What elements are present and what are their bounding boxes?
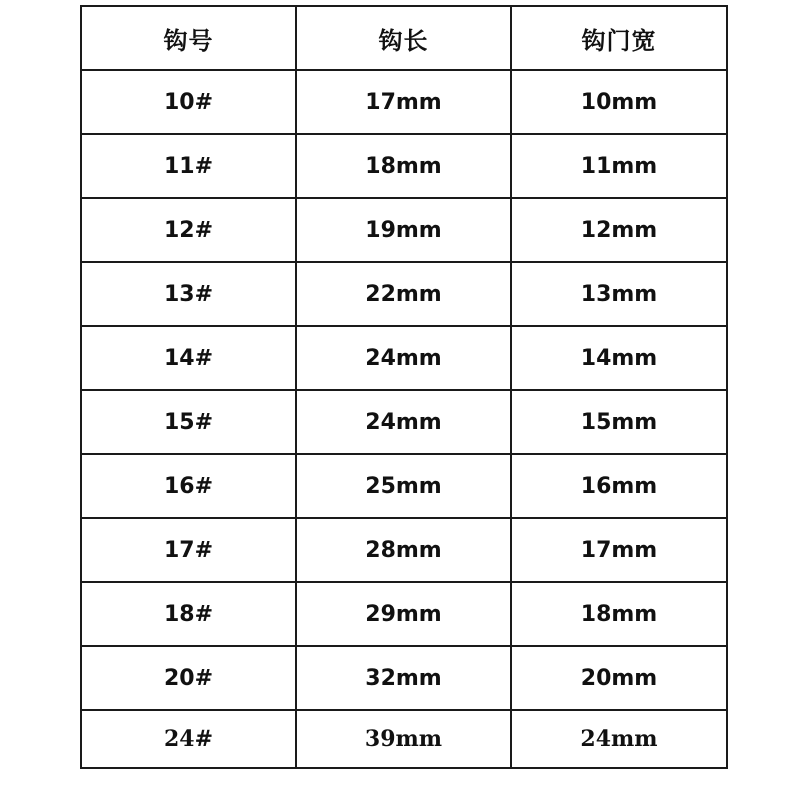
header-hook-gap-width: 钩门宽	[511, 6, 727, 70]
table-row	[81, 262, 727, 326]
cell-hook-gap-width: 10mm	[511, 70, 727, 134]
table-row	[81, 582, 727, 646]
cell-hook-number: 18#	[81, 582, 296, 646]
header-hook-length: 钩长	[296, 6, 511, 70]
cell-hook-length: 32mm	[296, 646, 511, 710]
cell-hook-gap-width: 20mm	[511, 646, 727, 710]
cell-hook-gap-width: 11mm	[511, 134, 727, 198]
cell-hook-number: 15#	[81, 390, 296, 454]
table-header	[81, 6, 727, 70]
cell-hook-gap-width: 24mm	[511, 710, 727, 768]
table-row	[81, 326, 727, 390]
hook-size-table	[80, 5, 728, 769]
header-row	[81, 6, 727, 70]
table-row	[81, 646, 727, 710]
cell-hook-gap-width: 13mm	[511, 262, 727, 326]
cell-hook-length: 22mm	[296, 262, 511, 326]
cell-hook-number: 24#	[81, 710, 296, 768]
table-row	[81, 198, 727, 262]
cell-hook-length: 24mm	[296, 326, 511, 390]
cell-hook-gap-width: 14mm	[511, 326, 727, 390]
cell-hook-gap-width: 12mm	[511, 198, 727, 262]
cell-hook-number: 13#	[81, 262, 296, 326]
cell-hook-number: 12#	[81, 198, 296, 262]
table-row	[81, 454, 727, 518]
cell-hook-number: 17#	[81, 518, 296, 582]
table-row	[81, 134, 727, 198]
cell-hook-number: 14#	[81, 326, 296, 390]
cell-hook-number: 20#	[81, 646, 296, 710]
header-hook-number: 钩号	[81, 6, 296, 70]
cell-hook-gap-width: 16mm	[511, 454, 727, 518]
cell-hook-length: 25mm	[296, 454, 511, 518]
cell-hook-length: 28mm	[296, 518, 511, 582]
cell-hook-gap-width: 15mm	[511, 390, 727, 454]
cell-hook-length: 18mm	[296, 134, 511, 198]
table-row	[81, 390, 727, 454]
table-row	[81, 518, 727, 582]
cell-hook-length: 29mm	[296, 582, 511, 646]
cell-hook-length: 19mm	[296, 198, 511, 262]
cell-hook-number: 10#	[81, 70, 296, 134]
hook-size-table-container	[80, 5, 726, 769]
cell-hook-number: 11#	[81, 134, 296, 198]
table-row	[81, 70, 727, 134]
cell-hook-length: 17mm	[296, 70, 511, 134]
cell-hook-length: 39mm	[296, 710, 511, 768]
cell-hook-number: 16#	[81, 454, 296, 518]
cell-hook-length: 24mm	[296, 390, 511, 454]
cell-hook-gap-width: 17mm	[511, 518, 727, 582]
cell-hook-gap-width: 18mm	[511, 582, 727, 646]
table-row	[81, 710, 727, 768]
table-body	[81, 70, 727, 768]
